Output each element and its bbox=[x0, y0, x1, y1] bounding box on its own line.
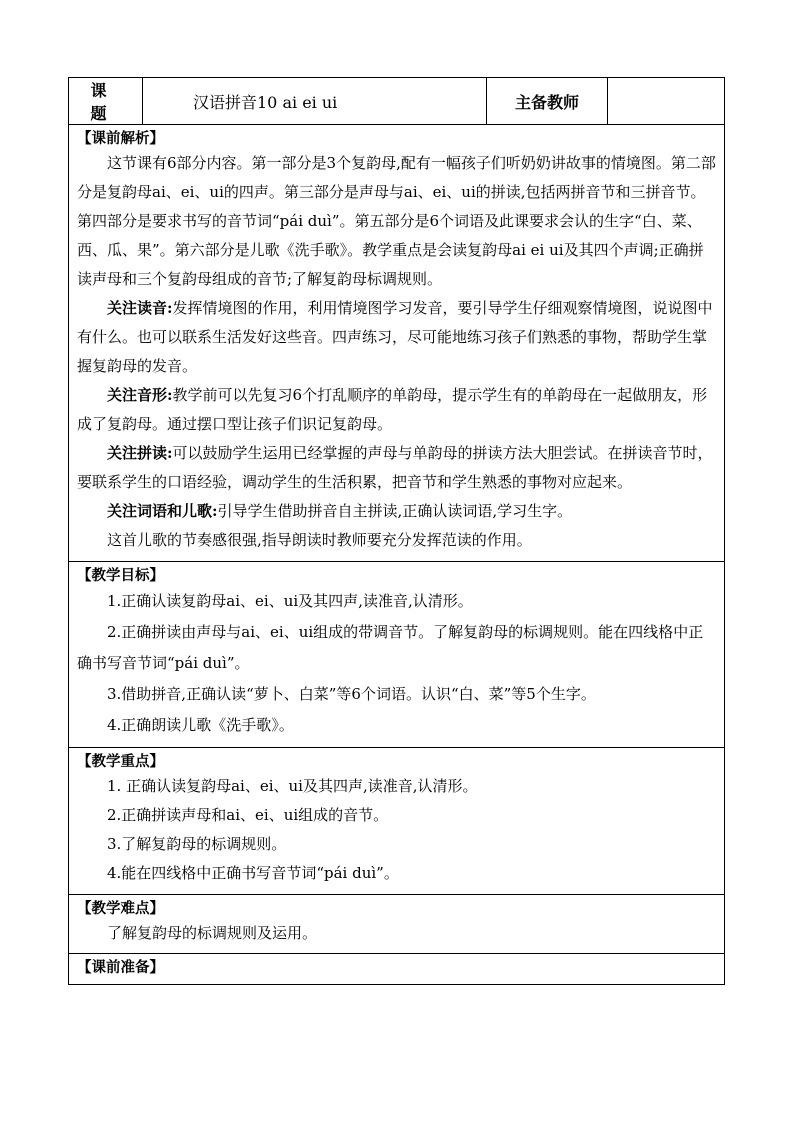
point-text: 教学前可以先复习6个打乱顺序的单韵母，提示学生有的单韵母在一起做朋友，形成了复韵母。通过摆口型让孩子们识记复韵母。 bbox=[77, 386, 708, 433]
keypoint-item: 1. 正确认读复韵母ai、ei、ui及其四声,读准音,认清形。 bbox=[107, 777, 478, 795]
preparation-row bbox=[69, 954, 725, 985]
lesson-plan-table bbox=[68, 77, 725, 985]
keypoint-item: 4.能在四线格中正确书写音节词“pái duì”。 bbox=[107, 864, 399, 882]
analysis-point bbox=[77, 294, 716, 381]
header-row bbox=[69, 78, 725, 125]
analysis-point bbox=[77, 381, 716, 439]
analysis-point bbox=[77, 497, 716, 526]
analysis-title: 【课前解析】 bbox=[77, 130, 164, 147]
difficulty-section bbox=[69, 895, 725, 954]
keypoint-item: 2.正确拼读声母和ai、ei、ui组成的音节。 bbox=[107, 806, 389, 824]
keypoints-row bbox=[69, 748, 725, 895]
point-lead: 关注音形: bbox=[107, 386, 173, 404]
topic-value: 汉语拼音10 ai ei ui bbox=[143, 78, 487, 125]
goals-title: 【教学目标】 bbox=[77, 567, 164, 584]
topic-label: 课 题 bbox=[69, 78, 143, 125]
difficulty-row bbox=[69, 895, 725, 954]
point-text: 可以鼓励学生运用已经掌握的声母与单韵母的拼读方法大胆尝试。在拼读音节时，要联系学生的口语经验，调动学生的生活积累，把音节和学生熟悉的事物对应起来。 bbox=[77, 444, 713, 491]
analysis-closing: 这首儿歌的节奏感很强,指导朗读时教师要充分发挥范读的作用。 bbox=[107, 531, 532, 549]
analysis-point bbox=[77, 439, 716, 497]
analysis-section bbox=[69, 125, 725, 562]
preparation-section bbox=[69, 954, 725, 985]
goal-item: 2.正确拼读由声母与ai、ei、ui组成的带调音节。了解复韵母的标调规则。能在四线格中正确书写音节词“pái duì”。 bbox=[77, 623, 704, 672]
analysis-row bbox=[69, 125, 725, 562]
point-lead: 关注词语和儿歌: bbox=[107, 502, 218, 520]
preparation-title: 【课前准备】 bbox=[77, 959, 164, 976]
analysis-intro: 这节课有6部分内容。第一部分是3个复韵母,配有一幅孩子们听奶奶讲故事的情境图。第二部分是复韵母ai、ei、ui的四声。第三部分是声母与ai、ei、ui的拼读,包括两拼音节和三拼音节。第四部分是要求书写的音节词“pái duì”。第五部分是6个词语及此课要求会认的生字“白、菜、西、瓜、果”。第六部分是儿歌《洗手歌》。教学重点是会读复韵母ai ei ui及其四个声调;正确拼读声母和三个复韵母组成的音节;了解复韵母标调规则。 bbox=[77, 154, 716, 288]
difficulty-title: 【教学难点】 bbox=[77, 900, 164, 917]
keypoint-item: 3.了解复韵母的标调规则。 bbox=[107, 835, 287, 853]
goal-item: 4.正确朗读儿歌《洗手歌》。 bbox=[107, 716, 294, 734]
point-text: 引导学生借助拼音自主拼读,正确认读词语,学习生字。 bbox=[217, 502, 573, 520]
goal-item: 3.借助拼音,正确认读“萝卜、白菜”等6个词语。认识“白、菜”等5个生字。 bbox=[107, 685, 596, 703]
teacher-label: 主备教师 bbox=[487, 78, 608, 125]
point-lead: 关注拼读: bbox=[107, 444, 173, 462]
difficulty-text: 了解复韵母的标调规则及运用。 bbox=[107, 924, 318, 942]
keypoints-title: 【教学重点】 bbox=[77, 753, 164, 770]
teacher-value bbox=[608, 78, 725, 125]
goals-row bbox=[69, 562, 725, 748]
lesson-plan-document bbox=[68, 77, 725, 985]
point-text: 发挥情境图的作用，利用情境图学习发音，要引导学生仔细观察情境图，说说图中有什么。也可以联系生活发好这些音。四声练习，尽可能地练习孩子们熟悉的事物，帮助学生掌握复韵母的发音。 bbox=[77, 299, 713, 375]
keypoints-section bbox=[69, 748, 725, 895]
goals-section bbox=[69, 562, 725, 748]
point-lead: 关注读音: bbox=[107, 299, 173, 317]
goal-item: 1.正确认读复韵母ai、ei、ui及其四声,读准音,认清形。 bbox=[107, 592, 473, 610]
